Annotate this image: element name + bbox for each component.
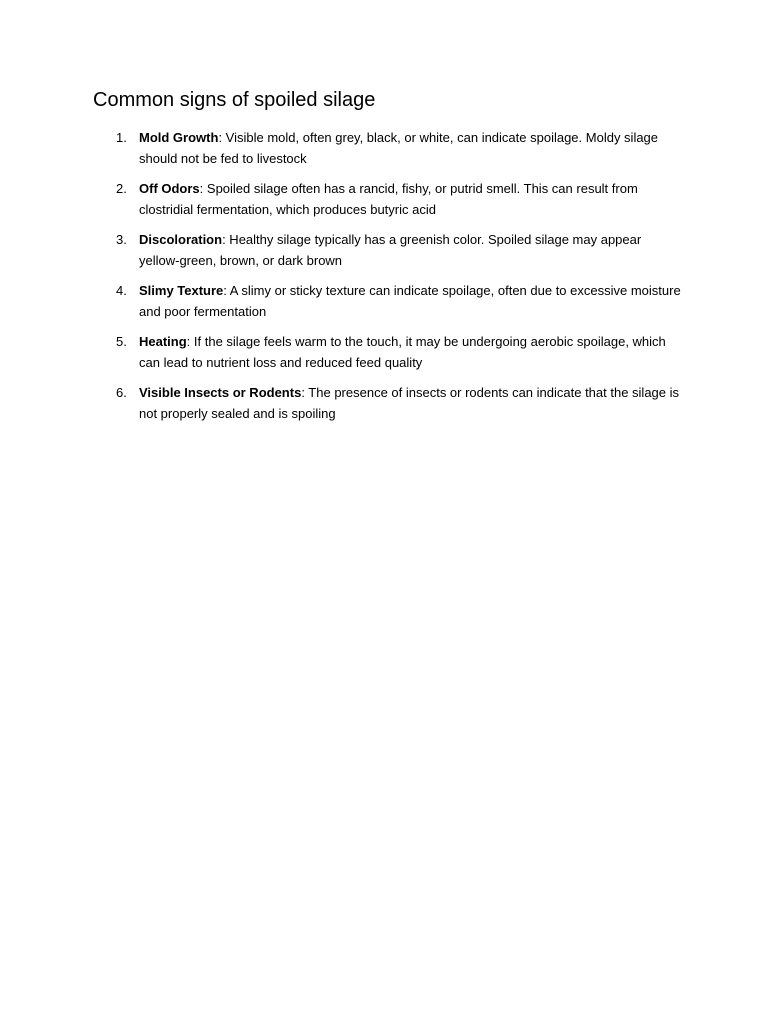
list-item-description: : Spoiled silage often has a rancid, fishy, or putrid smell. This can result from clostridial fermentation, which produces butyric acid [139, 181, 638, 217]
list-item-term: Slimy Texture [139, 283, 224, 298]
list-item [93, 332, 683, 373]
list-item-description: : A slimy or sticky texture can indicate spoilage, often due to excessive moisture and poor fermentation [139, 283, 681, 319]
list-item-term: Discoloration [139, 232, 223, 247]
list-item-description: : If the silage feels warm to the touch, it may be undergoing aerobic spoilage, which can lead to nutrient loss and reduced feed quality [139, 334, 666, 370]
list-item-number: 2. [116, 181, 127, 196]
list-item-description: : Healthy silage typically has a greenish color. Spoiled silage may appear yellow-green, brown, or dark brown [139, 232, 642, 268]
list-item-term: Heating [139, 334, 187, 349]
signs-list [93, 128, 683, 434]
list-item-description: : The presence of insects or rodents can indicate that the silage is not properly sealed and is spoiling [139, 385, 680, 421]
list-item [93, 128, 683, 169]
list-item-number: 5. [116, 334, 127, 349]
list-item-number: 3. [116, 232, 127, 247]
list-item-number: 6. [116, 385, 127, 400]
list-item [93, 179, 683, 220]
list-item-term: Off Odors [139, 181, 200, 196]
list-item-term: Visible Insects or Rodents [139, 385, 302, 400]
list-item-term: Mold Growth [139, 130, 219, 145]
list-item-description: : Visible mold, often grey, black, or white, can indicate spoilage. Moldy silage should not be fed to livestock [139, 130, 659, 166]
page-title: Common signs of spoiled silage [93, 89, 376, 111]
list-item [93, 281, 683, 322]
list-item-number: 1. [116, 130, 127, 145]
list-item [93, 230, 683, 271]
list-item-number: 4. [116, 283, 127, 298]
list-item [93, 383, 683, 424]
